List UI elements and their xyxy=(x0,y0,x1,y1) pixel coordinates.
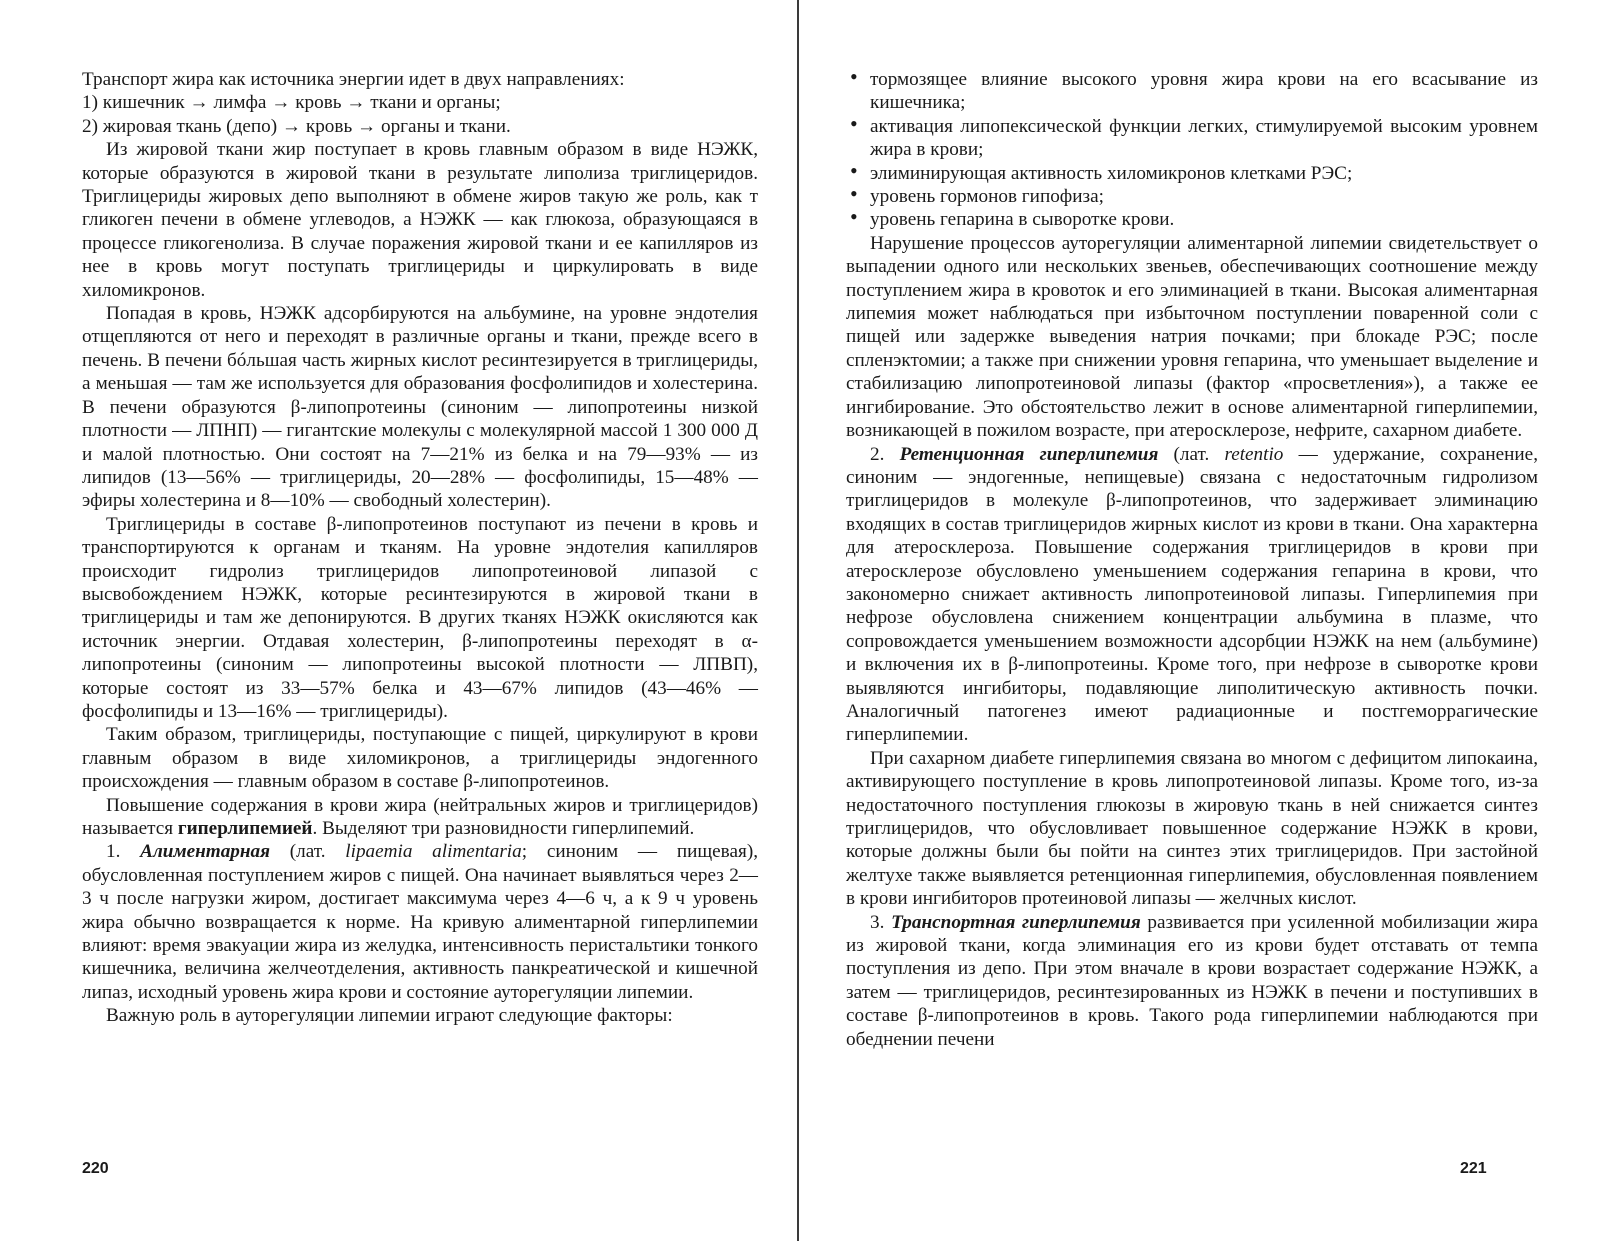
paragraph-retention xyxy=(846,443,1538,747)
page-number: 221 xyxy=(1460,1160,1487,1177)
text-run: — удержание, сохранение, синоним — эндогенные, непищевые) связана с недостаточным гидролизом триглицеридов в молекуле β-липопротеинов, что задерживает элиминацию входящих в состав триглицеридов жирных кислот из крови в ткани. Она характерна для атеросклероза. Повышение содержания триглицеридов в крови при атеросклерозе обусловлено уменьшением содержания гепарина в крови, что закономерно снижает активность липопротеиновой липазы. Гиперлипемия при нефрозе обусловлена снижением концентрации альбумина в плазме, что сопровождается уменьшением возможности адсорбции НЭЖК на нем (альбумине) и включения их в β-липопротеины. Кроме того, при нефрозе в сыворотке крови выявляются ингибиторы, подавляющие липолитическую активность почки. Аналогичный патогенез имеют радиационные и постгеморрагические гиперлипемии. xyxy=(846,443,1538,746)
bold-italic-term: Алиментарная xyxy=(140,841,271,863)
list-item: • уровень гормонов гипофиза; xyxy=(846,185,1538,208)
paragraph: Таким образом, триглицериды, поступающие с пищей, циркулируют в крови главным образом в виде хиломикронов, а триглицериды эндогенного происхождения — главным образом в составе β-липопротеинов. xyxy=(82,724,758,793)
item-number: 2. xyxy=(870,443,900,465)
right-page xyxy=(800,0,1600,1241)
page-number: 220 xyxy=(82,1160,109,1177)
list-item: • активация липопексической функции легких, стимулируемой высоким уровнем жира в крови; xyxy=(846,115,1538,162)
paragraph: При сахарном диабете гиперлипемия связана во многом с дефицитом липокаина, активирующего поступление в кровь липопротеиновой липазы. Кроме того, из-за недостаточного поступления глюкозы в жировую ткань в ней снижается синтез триглицеридов, что обусловливает повышенное содержание НЭЖК в крови, которые должны были бы пойти на синтез этих триглицеридов. При застойной желтухе также выявляется ретенционная гиперлипемия, обусловленная появлением в крови ингибиторов протеиновой липазы — желчных кислот. xyxy=(846,747,1538,910)
text-run: ; синоним — пищевая), обусловленная поступлением жиров с пищей. Она начинает выявляться через 2—3 ч после нагрузки жиром, достигает максимума через 4—6 ч, а к 9 ч уровень жира обычно возвращается к норме. На кривую алиментарной гиперлипемии влияют: время эвакуации жира из желудка, интенсивность перистальтики тонкого кишечника, величина желчеотделения, активность панкреатической и кишечной липаз, исходный уровень жира крови и состояние ауторегуляции липемии. xyxy=(82,841,759,1003)
bold-italic-term: Транспортная гиперлипемия xyxy=(891,911,1141,933)
paragraph: Важную роль в ауторегуляции липемии играют следующие факторы: xyxy=(106,1005,673,1027)
text-run: (лат. xyxy=(1158,443,1225,465)
paragraph: Триглицериды в составе β-липопротеинов поступают из печени в кровь и транспортируются к органам и тканям. На уровне эндотелия капилляров происходит гидролиз триглицеридов липопротеиновой липазой с высвобождением НЭЖК, которые ресинтезируются в жировой ткани в триглицериды и там же депонируются. В других тканях НЭЖК окисляются как источник энергии. Отдавая холестерин, β-липопротеины переходят в α-липопротеины (синоним — липопротеины высокой плотности — ЛПВП), которые состоят из 33—57% белка и 43—67% липидов (43—46% — фосфолипиды и 13—16% — триглицериды). xyxy=(82,513,758,722)
text-run: (лат. xyxy=(270,841,346,863)
paragraph: Из жировой ткани жир поступает в кровь главным образом в виде НЭЖК, которые образуются в жировой ткани в результате липолиза триглицеридов. Триглицериды жировых депо выполняют в обмене жиров такую же роль, как т гликоген печени в обмене углеводов, а НЭЖК — как глюкоза, образующаяся в процессе гликогенолиза. В случае поражения жировой ткани и ее капилляров из нее в кровь могут поступать триглицериды и циркулировать в виде хиломикронов. xyxy=(82,139,758,301)
paragraph: Попадая в кровь, НЭЖК адсорбируются на альбумине, на уровне эндотелия отщепляются от него и переходят в различные органы и ткани, прежде всего в печень. В печени бóльшая часть жирных кислот ресинтезируется в триглицериды, а меньшая — там же используется для образования фосфолипидов и холестерина. В печени образуются β-липопротеины (синоним — липопротеины низкой плотности — ЛПНП) — гигантские молекулы с молекулярной массой 1 300 000 Д и малой плотностью. Они состоят на 7—21% из белка и на 79—93% — из липидов (13—56% — триглицериды, 20—28% — фосфолипиды, 15—48% — эфиры холестерина и 8—10% — свободный холестерин). xyxy=(82,303,758,512)
paragraph-transport xyxy=(846,911,1538,1051)
text-run: Повышение содержания в крови жира (нейтральных жиров и триглицеридов) называется xyxy=(82,794,758,839)
right-text-column xyxy=(846,68,1538,1051)
paragraph: Транспорт жира как источника энергии идет в двух направлениях: xyxy=(82,69,625,90)
book-spine xyxy=(797,0,799,1241)
list-item: • уровень гепарина в сыворотке крови. xyxy=(846,208,1538,231)
bold-term: гиперлипемией xyxy=(177,818,313,839)
latin-term: retentio xyxy=(1224,443,1284,465)
factor-list xyxy=(846,68,1538,232)
latin-term: lipaemia alimentaria xyxy=(345,841,522,863)
item-number: 3. xyxy=(870,911,892,933)
bold-italic-term: Ретенционная гиперлипемия xyxy=(899,443,1159,465)
paragraph-hyperlipemia xyxy=(82,794,758,841)
text-run: развивается при усиленной мобилизации жира из жировой ткани, когда элиминация его из крови будет отставать от темпа поступления из депо. При этом вначале в крови возрастает содержание НЭЖК, а затем — триглицеридов, ресинтезированных из НЭЖК в печени и поступивших в составе β-липопротеинов в кровь. Такого рода гиперлипемии наблюдаются при обеднении печени xyxy=(846,911,1538,1050)
text-run: . Выделяют три разновидности гиперлипемий. xyxy=(312,818,695,839)
left-text-column xyxy=(82,68,758,1028)
paragraph-alimentary xyxy=(82,840,758,1004)
list-item: • тормозящее влияние высокого уровня жира крови на его всасывание из кишечника; xyxy=(846,68,1538,115)
item-number: 1. xyxy=(106,841,141,863)
paragraph: 2) жировая ткань (депо) → кровь → органы и ткани. xyxy=(82,115,511,137)
left-page xyxy=(0,0,797,1241)
paragraph: Нарушение процессов ауторегуляции алиментарной липемии свидетельствует о выпадении одного или нескольких звеньев, обеспечивающих соотношение между поступлением жира в кровоток и его элиминацией в ткани. Высокая алиментарная липемия может наблюдаться при избыточном поступлении поваренной соли с пищей или задержке выведения натрия почками; при блокаде РЭС; после спленэктомии; а также при снижении уровня гепарина, что уменьшает выделение и стабилизацию липопротеиновой липазы (фактор «просветления»), а также ее ингибирование. Это обстоятельство лежит в основе алиментарной гиперлипемии, возникающей в пожилом возрасте, при атеросклерозе, нефрите, сахарном диабете. xyxy=(846,232,1538,442)
list-item: • элиминирующая активность хиломикронов клетками РЭС; xyxy=(846,162,1538,185)
paragraph: 1) кишечник → лимфа → кровь → ткани и органы; xyxy=(82,92,501,114)
